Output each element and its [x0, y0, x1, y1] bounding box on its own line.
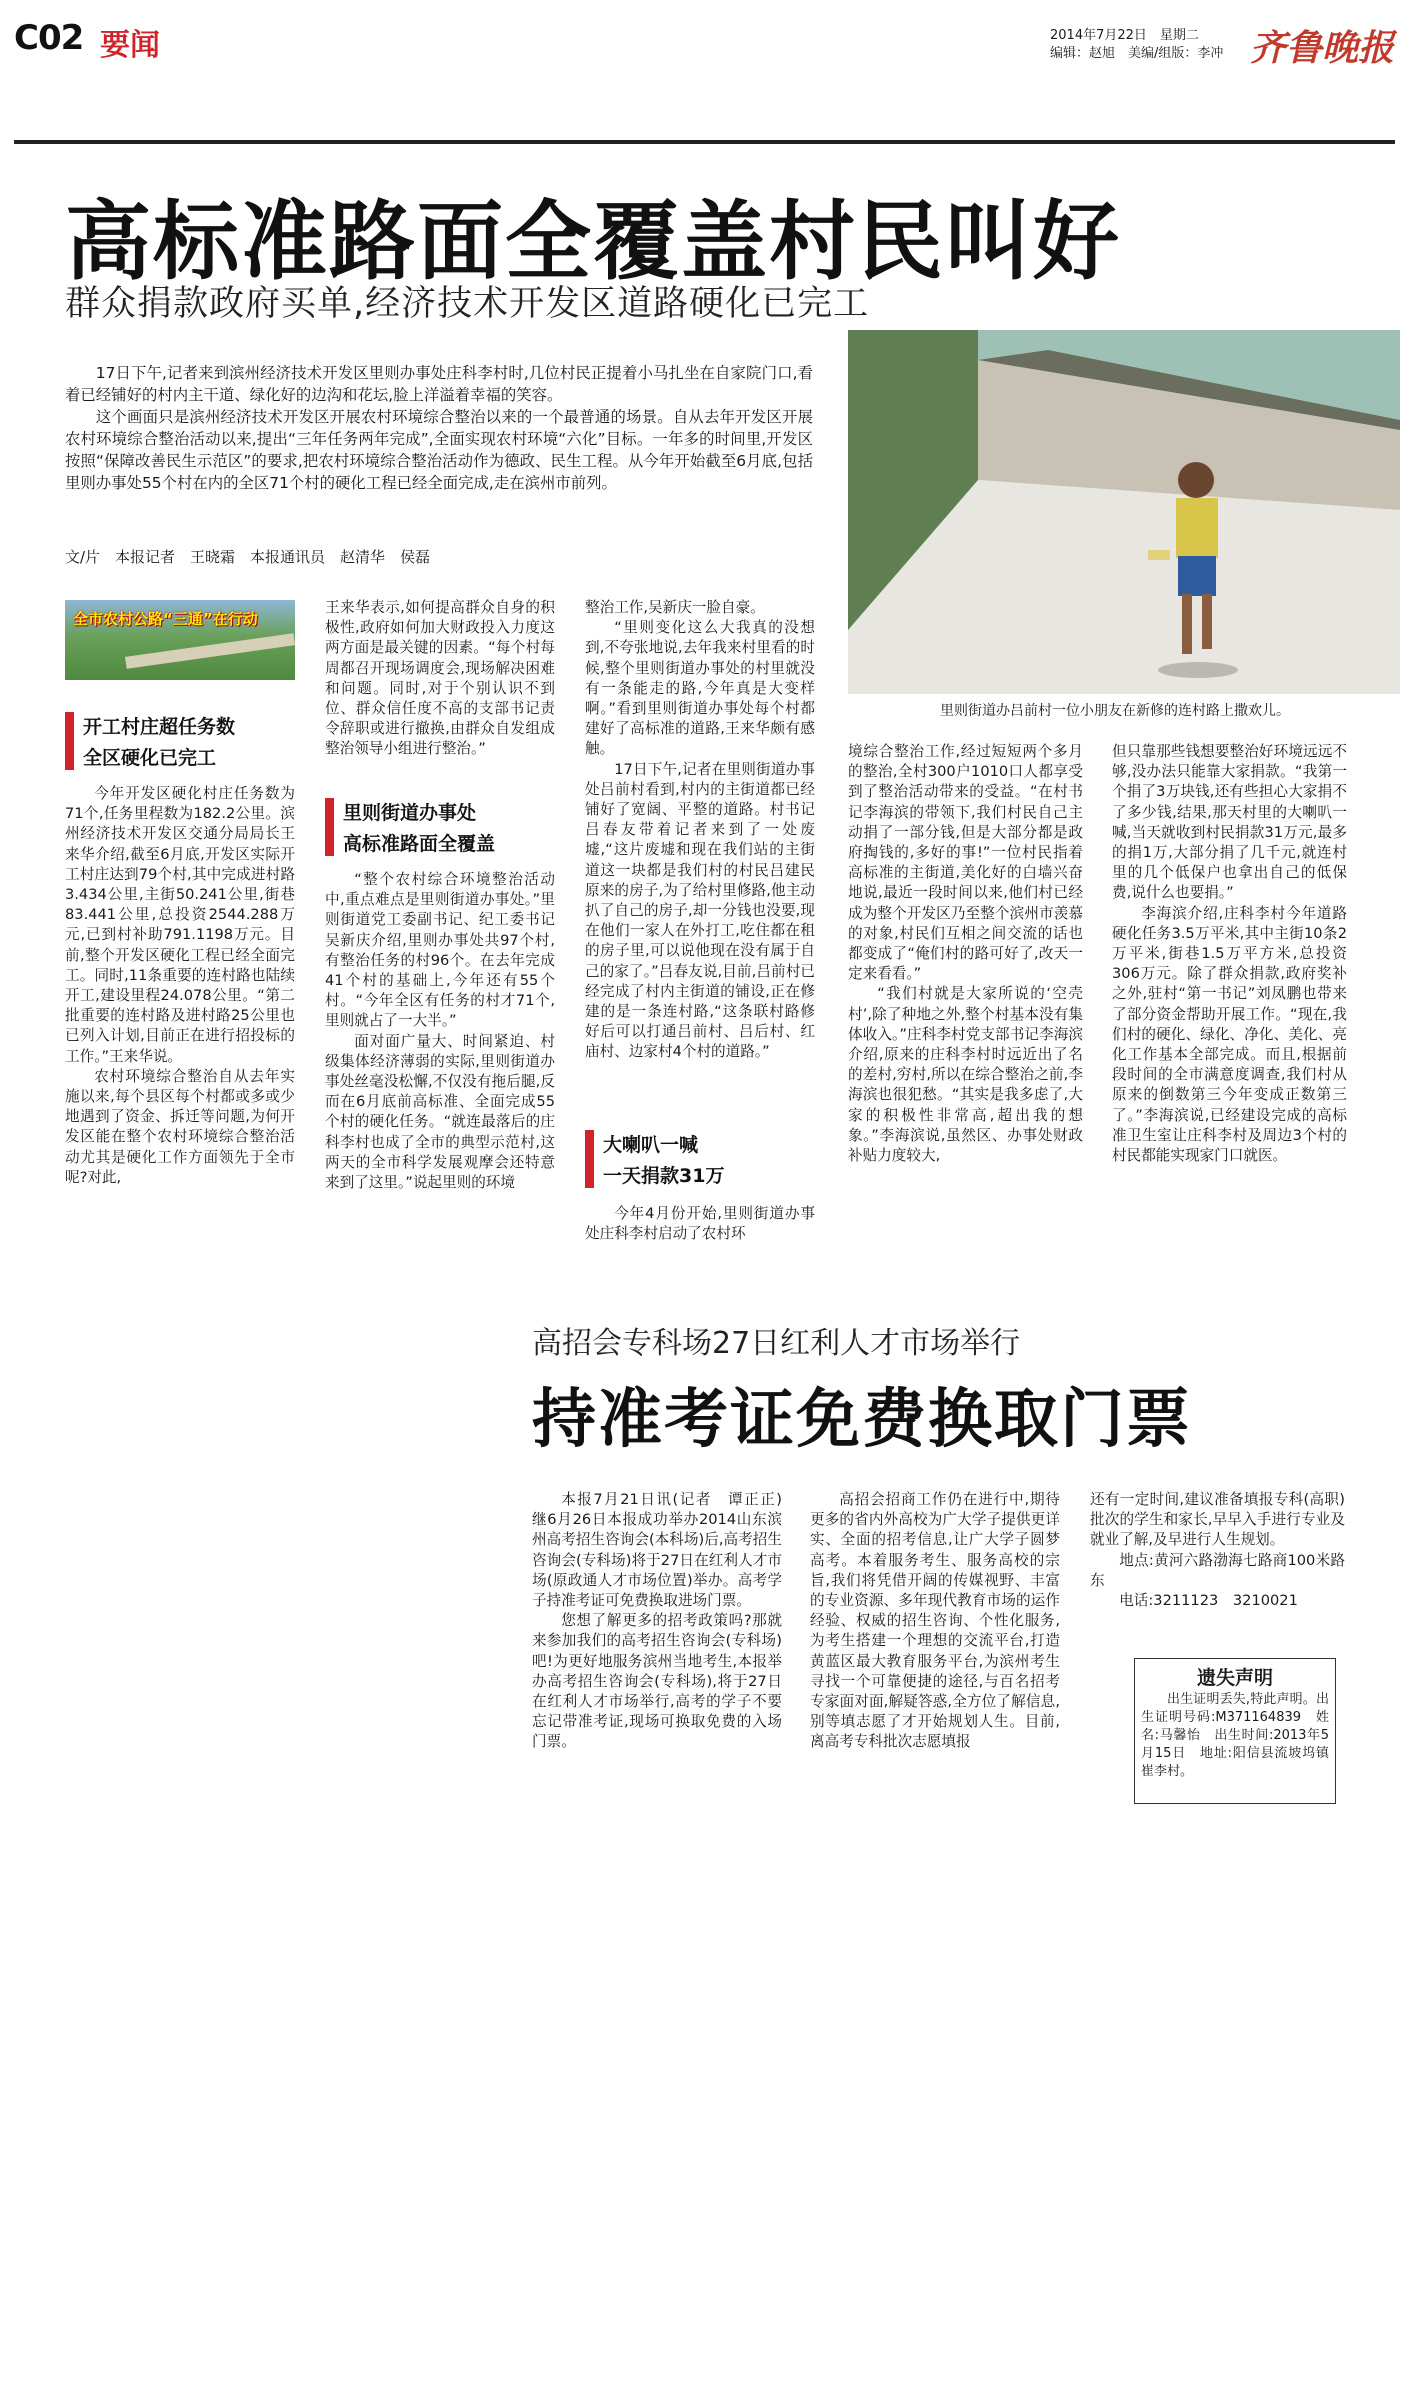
photo-caption: 里则街道办吕前村一位小朋友在新修的连村路上撒欢儿。	[940, 703, 1290, 719]
body-paragraph: 今年开发区硬化村庄任务数为71个,任务里程数为182.2公里。滨州经济技术开发区交通分局局长王来华介绍,截至6月底,开发区实际开工村庄达到79个村,其中完成进村路3.434公里,主街50.241公里,街巷83.441公里,总投资2544.288万元,已到村补助791.1198万元。目前,整个开发区硬化工程已经全面完工。同时,11条重要的连村路也陆续开工,建设里程24.078公里。“第二批重要的连村路及进村路25公里也已列入计划,目前正在进行招投标的工作。”王来华说。	[65, 785, 295, 1065]
body-paragraph: 整治工作,吴新庆一脸自豪。	[585, 599, 765, 616]
body-paragraph: 面对面广量大、时间紧迫、村级集体经济薄弱的实际,里则街道办事处丝毫没松懈,不仅没有拖后腿,反而在6月底前高标准、全面完成55个村的硬化任务。“就连最落后的庄科李村也成了全市的典型示范村,这两天的全市科学发展观摩会还特意来到了这里。”说起里则的环境	[325, 1032, 555, 1192]
campaign-badge-text: 全市农村公路“三通”在行动	[73, 610, 258, 628]
body-paragraph: 境综合整治工作,经过短短两个多月的整治,全村300户1010口人都享受到了整治活动带来的受益。“在村书记李海滨的带领下,我们村民自己主动捐了一部分钱,但是大部分都是政府掏钱的,多好的事!”一位村民指着高标准的主街道,美化好的白墙兴奋地说,最近一段时间以来,他们村已经成为整个开发区乃至整个滨州市羡慕的对象,村民们互相之间交流的话也都变成了“俺们村的路可好了,改天一定来看看。”	[848, 743, 1083, 983]
road-graphic	[125, 633, 295, 669]
byline: 文/片 本报记者 王晓霜 本报通讯员 赵清华 侯磊	[65, 548, 431, 566]
lead-paragraph: 17日下午,记者来到滨州经济技术开发区里则办事处庄科李村时,几位村民正提着小马扎坐在自家院门口,看着已经铺好的村内主干道、绿化好的边沟和花坛,脸上洋溢着幸福的笑容。	[65, 364, 813, 404]
editor-credits: 编辑：赵旭 美编/组版：李冲	[1050, 46, 1224, 61]
body-column-4	[848, 742, 1083, 1166]
subhead-line: 一天捐款31万	[603, 1165, 725, 1187]
body-paragraph: 您想了解更多的招考政策吗?那就来参加我们的高考招生咨询会(专科场)吧!为更好地服务滨州当地考生,本报举办高考招生咨询会(专科场),将于27日在红利人才市场举行,高考的学子不要忘记带准考证,现场可换取免费的入场门票。	[532, 1612, 782, 1751]
article2-column-1	[532, 1490, 797, 1753]
article2-column-3	[1090, 1490, 1345, 1611]
lost-notice-title: 遗失声明	[1196, 1667, 1273, 1689]
body-paragraph: “里则变化这么大我真的没想到,不夸张地说,去年我来村里看的时候,整个里则街道办事处的村里就没有一条能走的路,今年真是大变样啊。”看到里则街道办事处每个村都建好了高标准的道路,王来华颇有感触。	[585, 619, 815, 758]
subhead-bar	[585, 1130, 594, 1188]
subhead-1	[65, 710, 285, 774]
article-lead	[65, 362, 813, 494]
body-paragraph: 地点:黄河六路渤海七路商100米路东	[1090, 1551, 1345, 1589]
body-paragraph: 今年4月份开始,里则街道办事处庄科李村启动了农村环	[585, 1205, 815, 1243]
article-subtitle: 群众捐款政府买单,经济技术开发区道路硬化已完工	[65, 284, 870, 324]
body-paragraph: 王来华表示,如何提高群众自身的积极性,政府如何加大财政投入力度这两方面是最关键的因素。“每个村每周都召开现场调度会,现场解决困难和问题。同时,对于个别认识不到位、群众信任度不高的支部书记责令辞职或进行撤换,由群众自发组成整治领导小组进行整治。”	[325, 599, 555, 758]
lead-paragraph: 这个画面只是滨州经济技术开发区开展农村环境综合整治以来的一个最普通的场景。自从去年开发区开展农村环境综合整治活动以来,提出“三年任务两年完成”,全面实现农村环境“六化”目标。一年多的时间里,开发区按照“保障改善民生示范区”的要求,把农村环境综合整治活动作为德政、民生工程。从今年开始截至6月底,包括里则办事处55个村在内的全区71个村的硬化工程已经全面完成,走在滨州市前列。	[65, 408, 813, 492]
article2-title: 持准考证免费换取门票	[532, 1383, 1192, 1457]
body-column-3a	[585, 598, 815, 1063]
subhead-bar	[325, 798, 334, 856]
body-paragraph: 李海滨介绍,庄科李村今年道路硬化任务3.5万平米,其中主街10条2万平米,街巷1.5万平方米,总投资306万元。除了群众捐款,政府奖补之外,驻村“第一书记”刘凤鹏也带来了部分资金帮助开展工作。“现在,我们村的硬化、绿化、净化、美化、亮化工作基本全部完成。而且,根据前段时间的全市满意度调查,我们村从原来的倒数第三今年变成正数第三了。”李海滨说,已经建设完成的高标准卫生室让庄科李村及周边3个村的村民都能实现家门口就医。	[1112, 904, 1347, 1165]
newspaper-logo: 齐鲁晚报	[1250, 27, 1395, 69]
body-column-2a	[325, 598, 555, 760]
masthead-rule	[14, 140, 1395, 144]
subhead-bar	[65, 712, 74, 770]
subhead-line: 全区硬化已完工	[83, 747, 217, 769]
body-paragraph: 农村环境综合整治自从去年实施以来,每个县区每个村都或多或少地遇到了资金、拆迁等问题,为何开发区能在整个农村环境综合整治活动尤其是硬化工作方面领先于全市呢?对此,	[65, 1067, 295, 1186]
subhead-line: 里则街道办事处	[343, 802, 477, 824]
body-paragraph: 还有一定时间,建议准备填报专科(高职)批次的学生和家长,早早入手进行专业及就业了解,及早进行人生规划。	[1090, 1491, 1345, 1549]
body-paragraph: 电话:3211123 3210021	[1119, 1592, 1298, 1610]
campaign-badge	[65, 600, 295, 680]
photo-illustration	[848, 330, 1400, 694]
issue-date: 2014年7月22日 星期二	[1050, 28, 1199, 43]
subhead-line: 高标准路面全覆盖	[343, 833, 496, 855]
body-paragraph: “我们村就是大家所说的‘空壳村’,除了种地之外,整个村基本没有集体收入。”庄科李村党支部书记李海滨介绍,原来的庄科李村时远近出了名的差村,穷村,所以在综合整治之前,李海滨也很犯愁。“其实是我多虑了,大家的积极性非常高,超出我的想象。”李海滨说,虽然区、办事处财政补贴力度较大,	[848, 985, 1083, 1165]
article2-kicker: 高招会专科场27日红利人才市场举行	[532, 1326, 1021, 1361]
body-paragraph: 本报7月21日讯(记者 谭正正) 继6月26日本报成功举办2014山东滨州高考招生咨询会(本科场)后,高考招生咨询会(专科场)将于27日在红利人才市场(原政通人才市场位置)举办。高考学子持准考证可免费换取进场门票。	[532, 1491, 797, 1610]
article-photo	[848, 330, 1400, 694]
body-paragraph: “整个农村综合环境整治活动中,重点难点是里则街道办事处。”里则街道党工委副书记、纪工委书记吴新庆介绍,里则办事处共97个村,有整治任务的村96个。在去年完成41个村的基础上,今年还有55个村。“今年全区有任务的村才71个,里则就占了一大半。”	[325, 871, 555, 1030]
section-name: 要闻	[100, 28, 160, 63]
body-column-5	[1112, 742, 1347, 1166]
subhead-2	[325, 796, 545, 860]
lost-notice	[1134, 1658, 1336, 1804]
subhead-line: 大喇叭一喊	[603, 1134, 699, 1156]
body-paragraph: 高招会招商工作仍在进行中,期待更多的省内外高校为广大学子提供更详实、全面的招考信息,让广大学子圆梦高考。本着服务考生、服务高校的宗旨,我们将凭借开阔的传媒视野、丰富的专业资源、多年现代教育市场的运作经验、权威的招生咨询、个性化服务,为考生搭建一个理想的交流平台,打造黄蓝区最大教育服务平台,为滨州考生寻找一个可靠便捷的途径,与百名招考专家面对面,解疑答惑,全方位了解信息,别等填志愿了才开始规划人生。目前,离高考专科批次志愿填报	[810, 1491, 1060, 1751]
body-column-3b	[585, 1204, 815, 1244]
body-column-1	[65, 784, 295, 1188]
subhead-line: 开工村庄超任务数	[83, 716, 236, 738]
subhead-3	[585, 1128, 805, 1192]
body-paragraph: 17日下午,记者在里则街道办事处吕前村看到,村内的主街道都已经铺好了宽阔、平整的道路。村书记吕春友带着记者来到了一处废墟,“这片废墟和现在我们站的主街道这一块都是我们村的村民吕建民原来的房子,为了给村里修路,他主动扒了自己的房子,却一分钱也没要,现在他们一家人在外打工,吃住都在租的房子里,可以说他现在没有属于自己的家了。”吕春友说,目前,吕前村已经完成了村内主街道的铺设,正在修建的是一条连村路,“这条联村路修好后可以打通吕前村、吕后村、红庙村、边家村4个村的道路。”	[585, 760, 815, 1061]
page-number: C02	[14, 18, 84, 58]
body-column-2b	[325, 870, 555, 1193]
article2-column-2	[810, 1490, 1060, 1753]
body-paragraph: 但只靠那些钱想要整治好环境远远不够,没办法只能靠大家捐款。“我第一个捐了3万块钱,还有些担心大家捐不了多少钱,结果,那天村里的大喇叭一喊,当天就收到村民捐款31万元,最多的捐1万,大部分捐了几千元,就连村里的几个低保户也拿出自己的低保费,说什么也要捐。”	[1112, 743, 1347, 902]
article-title: 高标准路面全覆盖村民叫好	[65, 192, 1121, 292]
lost-notice-text: 出生证明丢失,特此声明。出生证明号码:M371164839 姓名:马馨怡 出生时间:2013年5月15日 地址:阳信县流坡坞镇崔李村。	[1141, 1692, 1329, 1779]
